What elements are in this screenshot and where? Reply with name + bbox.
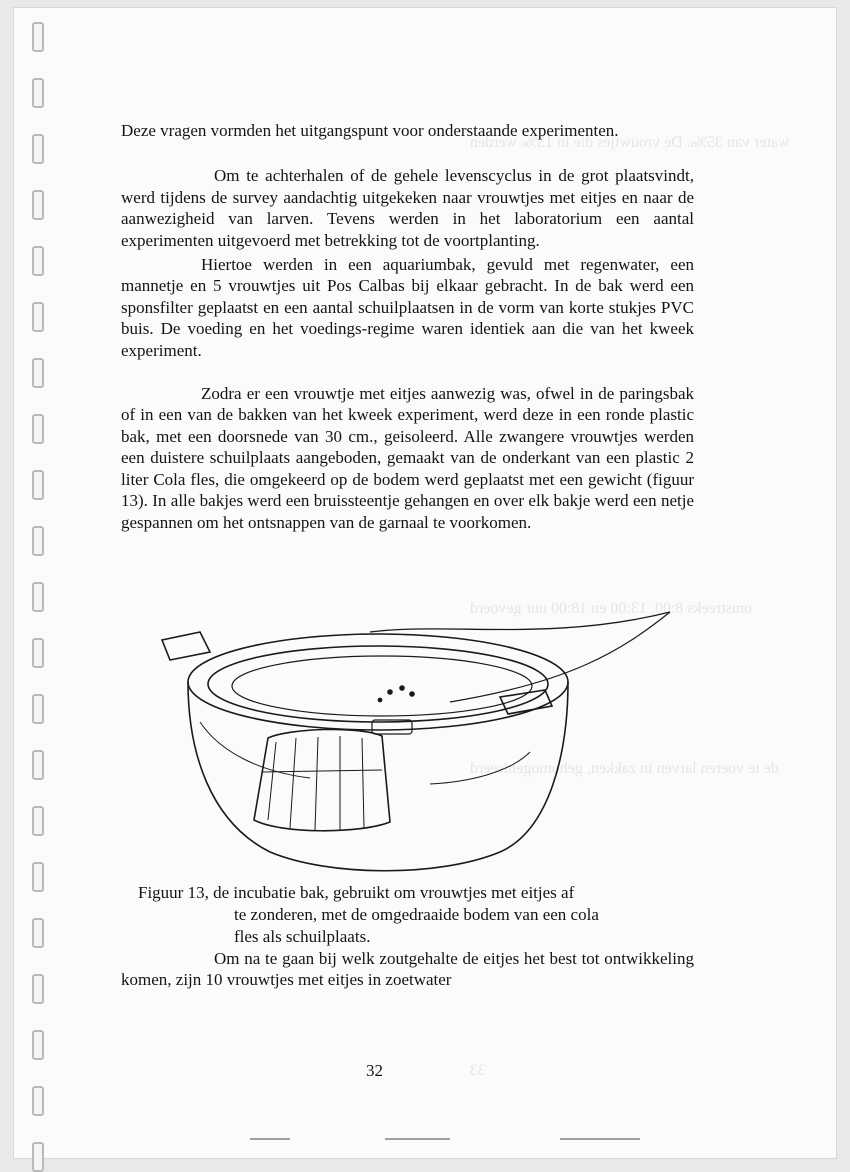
scan-edge-marks xyxy=(0,1137,850,1141)
show-through-text: water van 35‰. De vrouwtjes die in 15‰ werden xyxy=(470,134,790,151)
binding-ring-icon xyxy=(32,78,44,108)
binding-ring-icon xyxy=(32,1142,44,1172)
binding-ring-icon xyxy=(32,750,44,780)
binding-ring-icon xyxy=(32,974,44,1004)
paragraph: Hiertoe werden in een aquariumbak, gevuld met regenwater, een mannetje en 5 vrouwtjes uit Pos Calbas bij elkaar gebracht. In de bak werd een sponsfilter geplaatst en een aantal schuilplaatsen in de vorm van korte stukjes PVC buis. De voeding en het voedings-regime waren identiek aan die van het kweek experiment. xyxy=(121,255,694,360)
air-tube xyxy=(370,612,670,632)
binding-ring-icon xyxy=(32,806,44,836)
cola-bottle-base xyxy=(254,729,390,830)
paragraph: Zodra er een vrouwtje met eitjes aanwezig was, ofwel in de paringsbak of in een van de bakken van het kweek experiment, werd deze in een ronde plastic bak, met een doorsnede van 30 cm., geisoleerd. Alle zwangere vrouwtjes werden een duistere schuilplaats aangeboden, gemaakt van de onderkant van een plastic 2 liter Cola fles, die omgekeerd op de bodem werd geplaatst met een gewicht (figuur 13). In alle bakjes werd een bruissteentje gehangen en over elk bakje werd een netje gespannen om het ontsnappen van de garnaal te voorkomen. xyxy=(121,384,694,532)
binding-ring-icon xyxy=(32,22,44,52)
tank-handle-left xyxy=(162,632,210,660)
figure-caption xyxy=(138,882,698,948)
binding-ring-icon xyxy=(32,582,44,612)
caption-line: Figuur 13, de incubatie bak, gebruikt om vrouwtjes met eitjes af xyxy=(138,883,575,902)
tank-rim-inner xyxy=(208,646,548,722)
show-through-text: 33 xyxy=(470,1062,486,1079)
paragraph: Deze vragen vormden het uitgangspunt voor onderstaande experimenten. xyxy=(121,121,619,140)
page-number: 32 xyxy=(366,1061,383,1080)
binding-ring-icon xyxy=(32,470,44,500)
spiral-binding xyxy=(14,0,44,1171)
binding-ring-icon xyxy=(32,302,44,332)
binding-ring-icon xyxy=(32,358,44,388)
closing-paragraph: Om na te gaan bij welk zoutgehalte de eitjes het best tot ontwikkeling komen, zijn 10 vrouwtjes met eitjes in zoetwater xyxy=(121,949,694,990)
binding-ring-icon xyxy=(32,1086,44,1116)
binding-ring-icon xyxy=(32,526,44,556)
binding-ring-icon xyxy=(32,190,44,220)
binding-ring-icon xyxy=(32,414,44,444)
show-through-text: omstreeks 8:00, 13:00 en 18:00 uur gevoerd xyxy=(470,600,753,617)
paragraph: Om te achterhalen of de gehele levenscyclus in de grot plaatsvindt, werd tijdens de survey aandachtig uitgekeken naar vrouwtjes met eitjes en naar de aanwezigheid van larven. Tevens werden in het laboratorium een aantal experimenten uitgevoerd met betrekking tot de voortplanting. xyxy=(121,166,694,250)
caption-line: fles als schuilplaats. xyxy=(234,927,371,946)
tank-water-line xyxy=(232,656,532,716)
caption-line: te zonderen, met de omgedraaide bodem van een cola xyxy=(234,905,599,924)
binding-ring-icon xyxy=(32,246,44,276)
binding-ring-icon xyxy=(32,694,44,724)
body-text xyxy=(121,120,694,533)
binding-ring-icon xyxy=(32,862,44,892)
binding-ring-icon xyxy=(32,638,44,668)
show-through-text: de te voeren larven in zakken, gehomogeniseerd xyxy=(470,760,779,777)
binding-ring-icon xyxy=(32,134,44,164)
incubation-tank-figure xyxy=(150,602,710,887)
tank-wall xyxy=(188,682,568,871)
binding-ring-icon xyxy=(32,1030,44,1060)
binding-ring-icon xyxy=(32,918,44,948)
